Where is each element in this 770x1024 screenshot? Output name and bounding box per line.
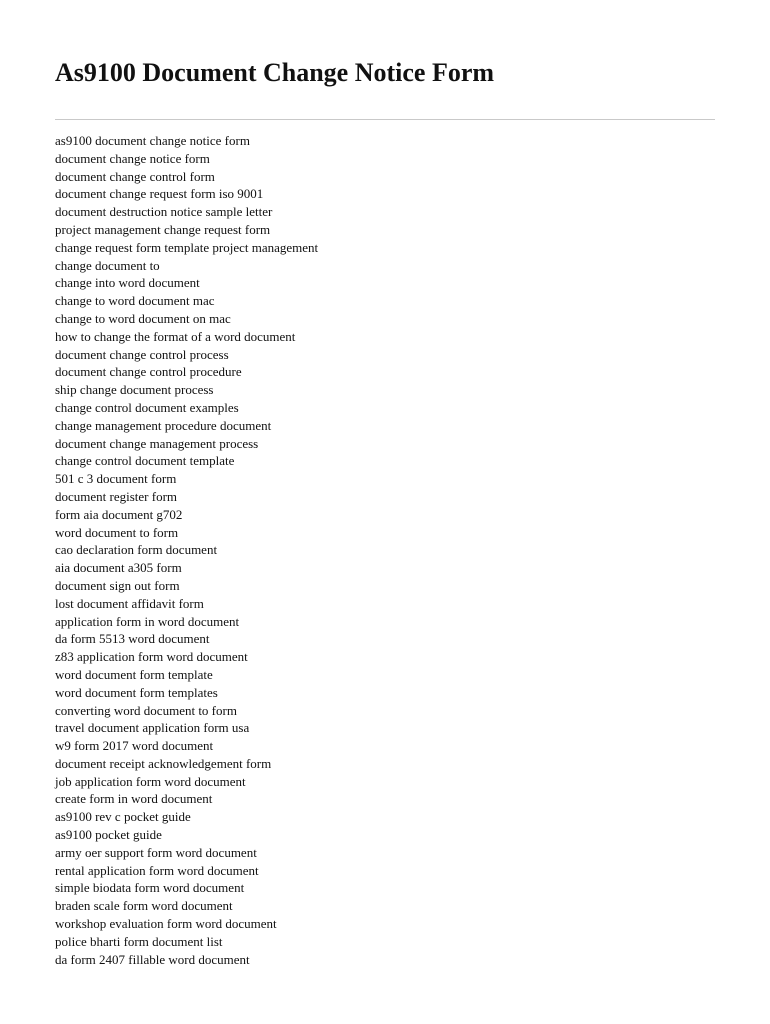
keyword-item: aia document a305 form <box>55 560 182 576</box>
keyword-item: cao declaration form document <box>55 542 218 558</box>
keyword-item: create form in word document <box>55 791 213 807</box>
keyword-item: da form 5513 word document <box>55 631 210 647</box>
keyword-item: da form 2407 fillable word document <box>55 951 250 967</box>
keyword-item: change management procedure document <box>55 417 272 433</box>
page-title: As9100 Document Change Notice Form <box>55 58 495 87</box>
keyword-item: project management change request form <box>55 221 271 237</box>
keyword-item: application form in word document <box>55 613 240 629</box>
keyword-item: change document to <box>55 257 160 273</box>
keyword-item: how to change the format of a word document <box>55 328 296 344</box>
keyword-item: braden scale form word document <box>55 898 233 914</box>
keyword-item: job application form word document <box>55 773 246 789</box>
keyword-item: ship change document process <box>55 382 214 398</box>
keyword-item: document change notice form <box>55 150 210 166</box>
keyword-item: document sign out form <box>55 577 180 593</box>
keyword-item: change into word document <box>55 275 200 291</box>
keyword-item: change control document template <box>55 453 235 469</box>
keyword-item: document change control procedure <box>55 364 242 380</box>
keyword-item: form aia document g702 <box>55 506 183 522</box>
keyword-item: change to word document on mac <box>55 310 231 326</box>
keyword-item: w9 form 2017 word document <box>55 738 214 754</box>
keyword-item: workshop evaluation form word document <box>55 916 277 932</box>
keyword-item: word document form templates <box>55 684 218 700</box>
keyword-item: document receipt acknowledgement form <box>55 755 272 771</box>
keyword-item: document destruction notice sample letter <box>55 204 273 220</box>
title-divider <box>55 119 715 120</box>
keyword-item: as9100 document change notice form <box>55 133 250 148</box>
keyword-item: as9100 rev c pocket guide <box>55 809 191 825</box>
keyword-item: z83 application form word document <box>55 649 248 665</box>
keyword-item: document register form <box>55 488 178 504</box>
keyword-item: police bharti form document list <box>55 933 223 949</box>
keyword-item: simple biodata form word document <box>55 880 245 896</box>
keyword-item: word document to form <box>55 524 179 540</box>
keyword-item: document change control form <box>55 168 215 184</box>
keyword-item: document change request form iso 9001 <box>55 186 264 202</box>
keyword-item: lost document affidavit form <box>55 595 204 611</box>
keyword-item: change to word document mac <box>55 293 215 309</box>
keyword-item: travel document application form usa <box>55 720 250 736</box>
keyword-item: document change control process <box>55 346 229 362</box>
keyword-item: document change management process <box>55 435 259 451</box>
keyword-item: rental application form word document <box>55 862 259 878</box>
keyword-item: army oer support form word document <box>55 844 257 860</box>
keyword-item: change control document examples <box>55 399 239 415</box>
keyword-item: as9100 pocket guide <box>55 827 162 843</box>
keyword-item: converting word document to form <box>55 702 237 718</box>
keyword-list <box>55 132 318 968</box>
keyword-item: 501 c 3 document form <box>55 471 177 487</box>
keyword-item: change request form template project management <box>55 239 319 255</box>
keyword-item: word document form template <box>55 666 213 682</box>
